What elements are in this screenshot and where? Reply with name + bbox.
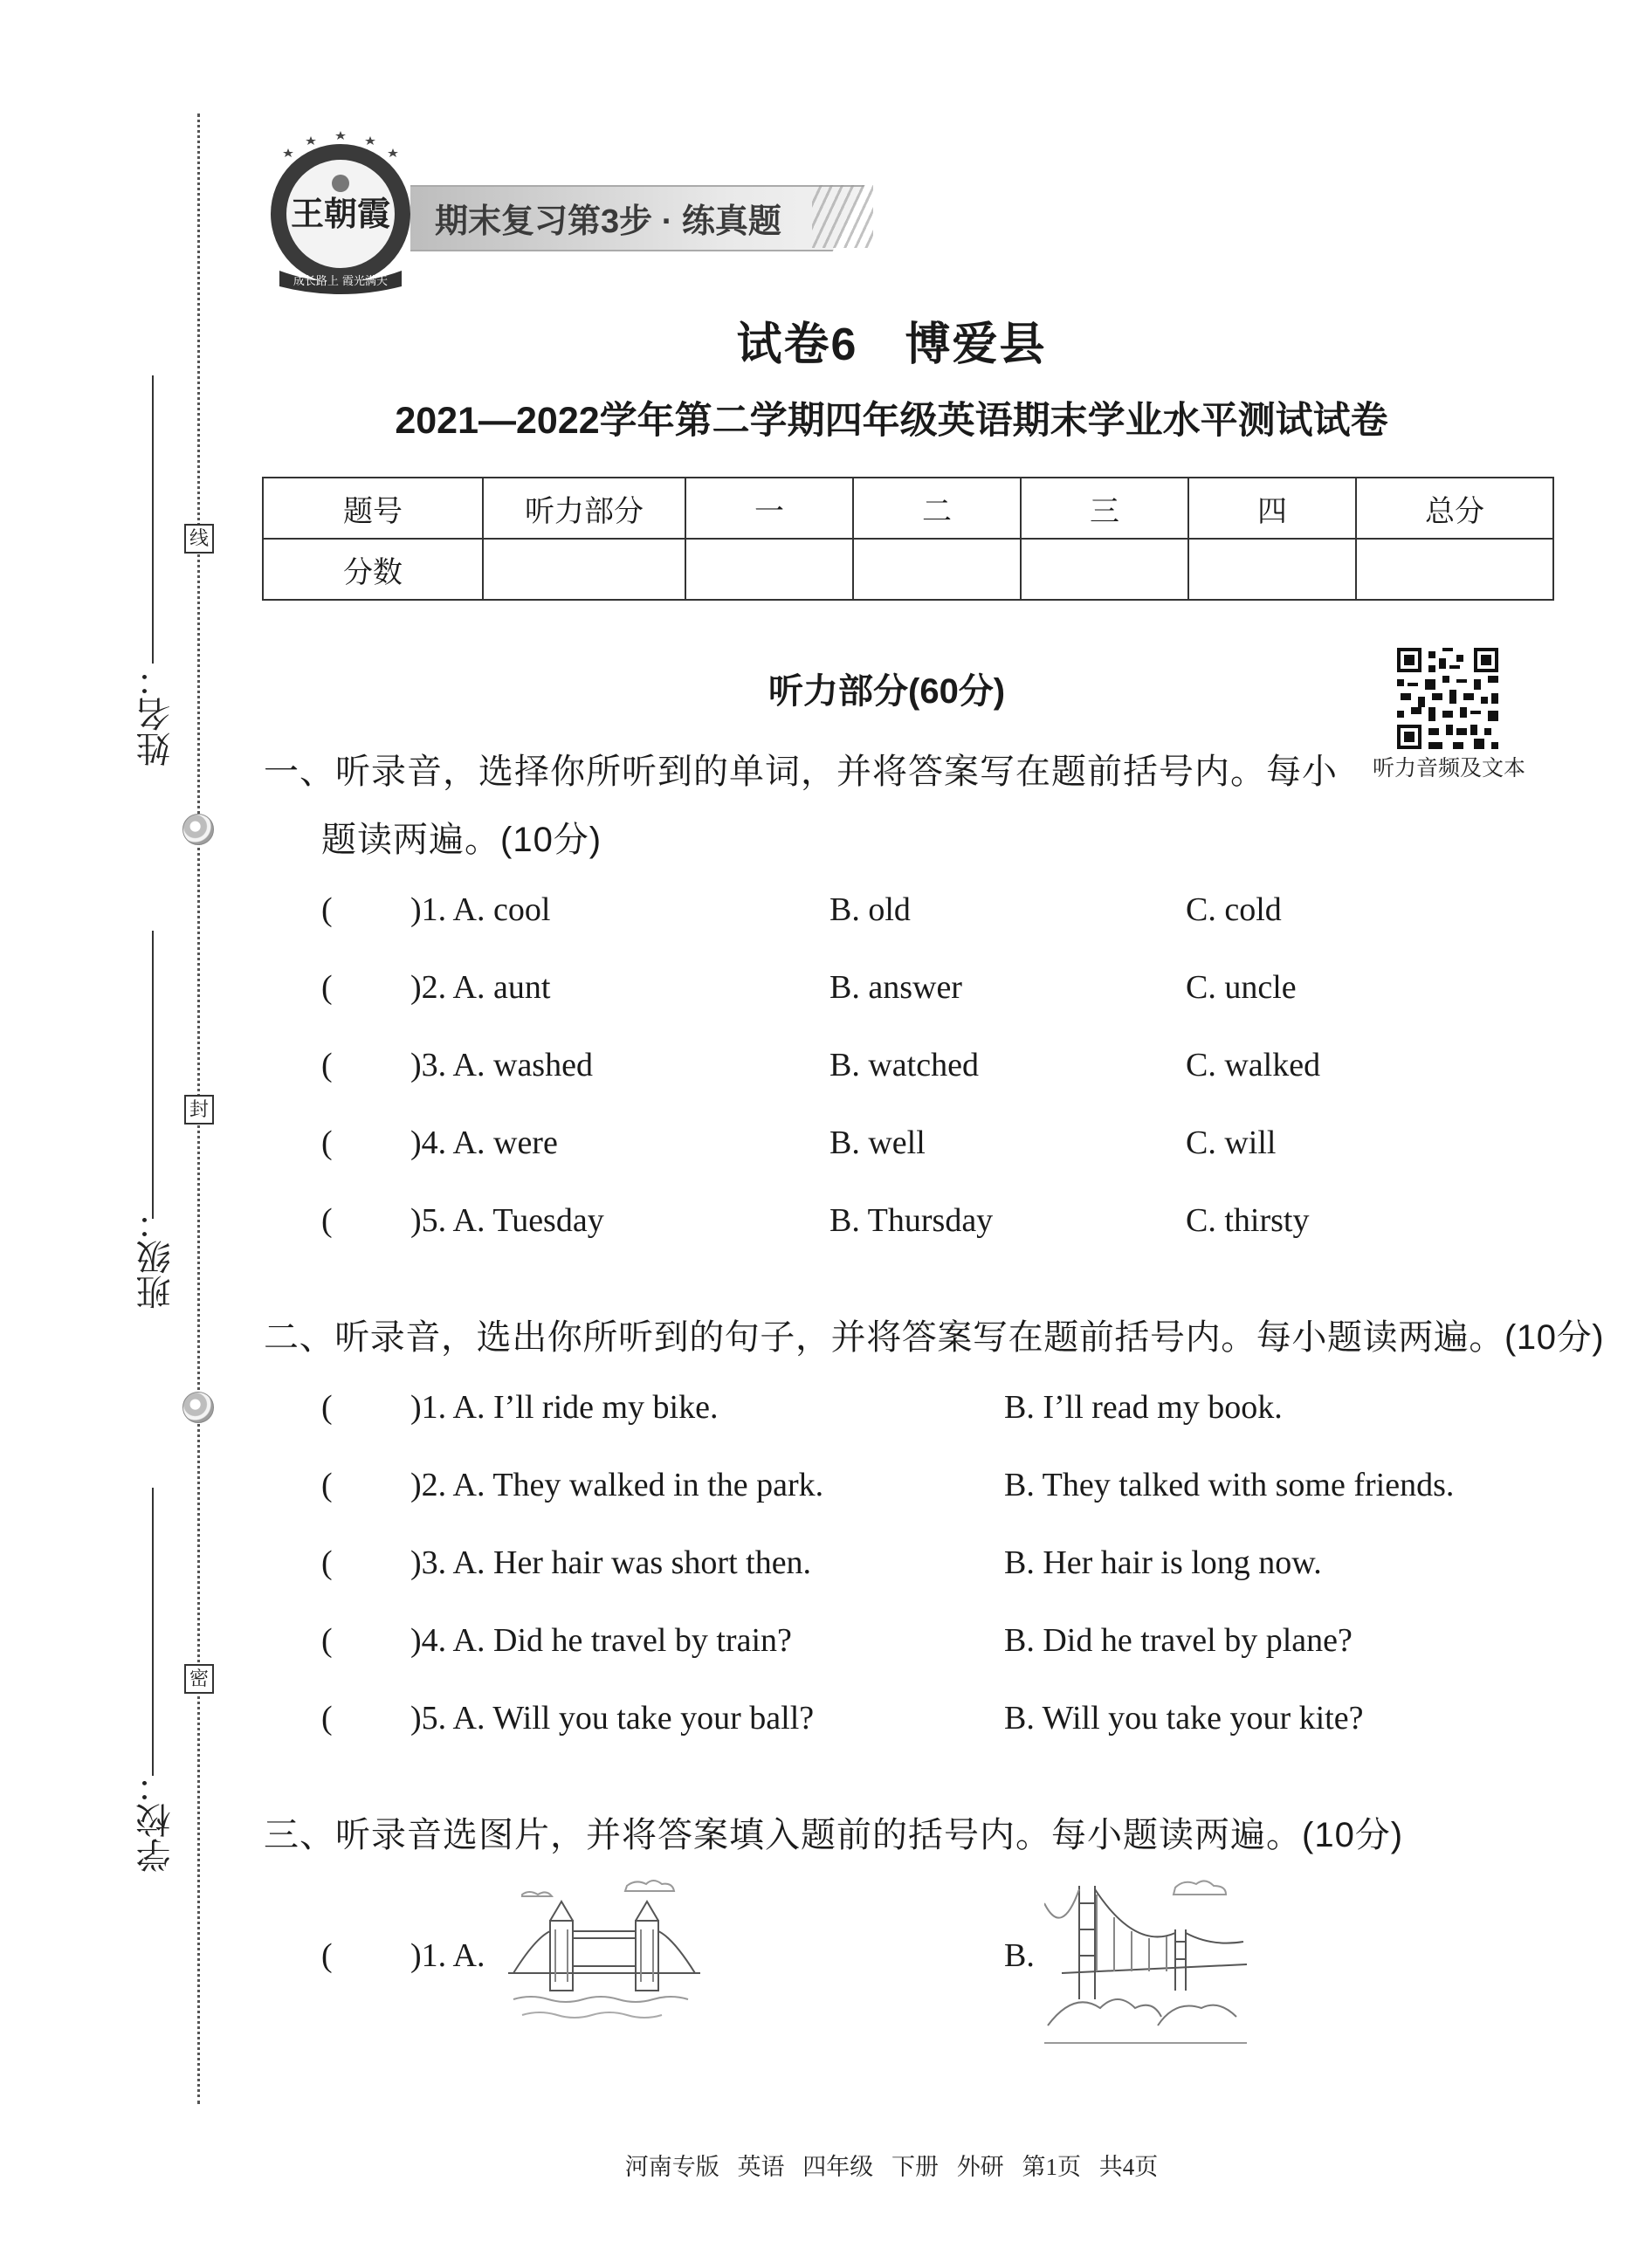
score-header-cell: 听力部分 [483, 478, 685, 539]
answer-bracket[interactable]: ( [321, 1700, 333, 1737]
answer-bracket[interactable]: ( [321, 1389, 333, 1426]
answer-bracket[interactable]: ( [321, 891, 333, 928]
score-header-cell: 二 [853, 478, 1021, 539]
option-b: B. Thursday [829, 1202, 994, 1239]
option-a: )1. A. I’ll ride my bike. [410, 1389, 719, 1426]
answer-bracket[interactable]: ( [321, 1622, 333, 1659]
option-b: B. Her hair is long now. [1004, 1544, 1322, 1581]
tower-bridge-picture[interactable] [505, 1868, 704, 2031]
section3-instruction: 三、听录音选图片，并将答案填入题前的括号内。每小题读两遍。(10分) [264, 1816, 1404, 1854]
option-c: C. cold [1186, 891, 1282, 928]
option-a: )2. A. They walked in the park. [410, 1467, 824, 1503]
answer-bracket[interactable]: ( [321, 1467, 333, 1503]
score-header-cell: 一 [685, 478, 853, 539]
banner-text: 期末复习第3步 · 练真题 [435, 203, 781, 240]
answer-bracket[interactable]: ( [321, 1124, 333, 1161]
option-c: C. walked [1186, 1047, 1321, 1083]
cut-mark-line: 线 [184, 524, 214, 554]
qr-caption: 听力音频及文本 [1373, 757, 1526, 781]
score-cell[interactable] [853, 539, 1021, 600]
option-b: B. well [829, 1124, 926, 1161]
answer-bracket[interactable]: ( [321, 1544, 333, 1581]
answer-bracket[interactable]: ( [321, 1202, 333, 1239]
answer-bracket[interactable]: ( [321, 1047, 333, 1083]
cut-mark-seal: 封 [184, 1095, 214, 1124]
option-c: C. thirsty [1186, 1202, 1310, 1239]
option-a: )1. A. [410, 1937, 485, 1974]
listening-section-heading: 听力部分(60分) [768, 672, 1006, 711]
score-cell[interactable] [685, 539, 853, 600]
score-cell[interactable] [1021, 539, 1188, 600]
section2-instruction: 二、听录音，选出你所听到的句子，并将答案写在题前括号内。每小题读两遍。(10分) [264, 1318, 1605, 1357]
banner-stripes [812, 185, 873, 248]
option-b: B. Will you take your kite? [1004, 1700, 1364, 1737]
score-header-cell: 四 [1188, 478, 1356, 539]
option-c: C. will [1186, 1124, 1277, 1161]
option-b: B. old [829, 891, 911, 928]
qr-code-icon[interactable] [1397, 648, 1498, 749]
school-underline [152, 1488, 154, 1776]
exam-subtitle: 2021—2022学年第二学期四年级英语期末学业水平测试试卷 [395, 400, 1388, 442]
option-a: )4. A. were [410, 1124, 558, 1161]
score-table [262, 477, 1554, 601]
brand-name: 王朝霞 [290, 195, 391, 233]
option-b: B. [1004, 1937, 1035, 1974]
school-label: 学校： [137, 1768, 176, 1873]
option-b: B. They talked with some friends. [1004, 1467, 1455, 1503]
option-a: )2. A. aunt [410, 969, 551, 1006]
option-a: )5. A. Tuesday [410, 1202, 604, 1239]
option-a: )1. A. cool [410, 891, 551, 928]
option-a: )3. A. Her hair was short then. [410, 1544, 812, 1581]
page-title: 试卷6 博爱县 [736, 320, 1047, 370]
option-b: B. Did he travel by plane? [1004, 1622, 1353, 1659]
score-header-cell: 三 [1021, 478, 1188, 539]
section1-instruction-line1: 一、听录音，选择你所听到的单词，并将答案写在题前括号内。每小 [264, 753, 1338, 791]
answer-bracket[interactable]: ( [321, 1937, 333, 1974]
answer-bracket[interactable]: ( [321, 969, 333, 1006]
binding-knot-icon [182, 814, 214, 845]
name-label: 姓名： [137, 662, 176, 767]
score-table-header-row [263, 478, 1553, 539]
option-a: )3. A. washed [410, 1047, 593, 1083]
golden-gate-bridge-picture[interactable] [1044, 1868, 1247, 2048]
option-a: )5. A. Will you take your ball? [410, 1700, 815, 1737]
score-cell[interactable] [1356, 539, 1553, 600]
score-header-cell: 总分 [1356, 478, 1553, 539]
score-header-cell: 题号 [263, 478, 483, 539]
class-label: 班级： [137, 1205, 176, 1310]
brand-slogan: 成长路上 霞光满天 [293, 275, 389, 288]
cut-mark-secret: 密 [184, 1664, 214, 1694]
score-cell[interactable] [1188, 539, 1356, 600]
score-row-label: 分数 [263, 539, 483, 600]
option-b: B. answer [829, 969, 962, 1006]
page-footer: 河南专版 英语 四年级 下册 外研 第1页 共4页 [624, 2154, 1159, 2180]
option-c: C. uncle [1186, 969, 1297, 1006]
score-cell[interactable] [483, 539, 685, 600]
option-b: B. watched [829, 1047, 979, 1083]
binding-knot-icon [182, 1392, 214, 1423]
option-a: )4. A. Did he travel by train? [410, 1622, 792, 1659]
class-underline [152, 931, 154, 1219]
option-b: B. I’ll read my book. [1004, 1389, 1283, 1426]
section1-instruction-line2: 题读两遍。(10分) [321, 821, 602, 859]
brand-logo-icon [253, 122, 428, 297]
score-table-score-row [263, 539, 1553, 600]
